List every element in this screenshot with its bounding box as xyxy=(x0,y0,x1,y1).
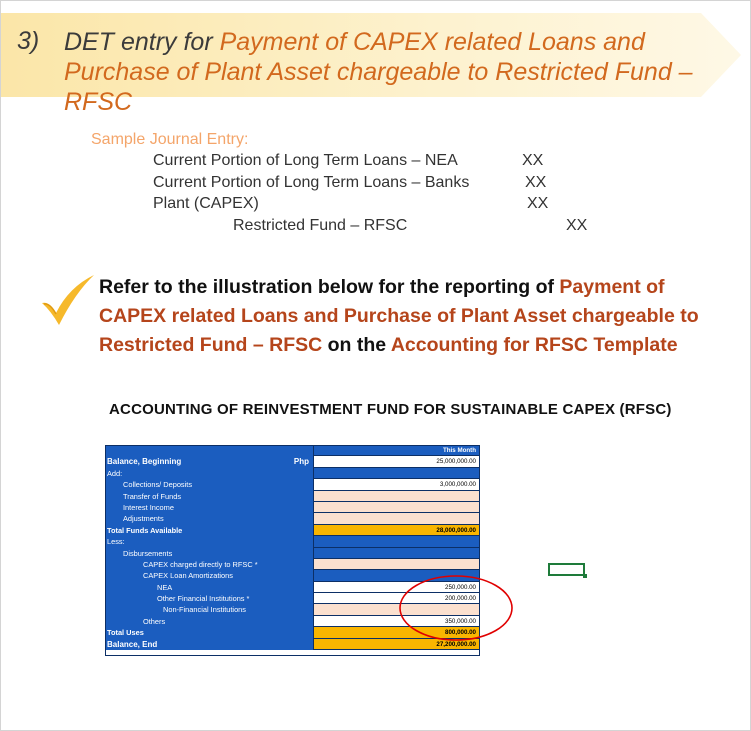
journal-amount: XX xyxy=(522,152,544,169)
note-text: on the xyxy=(322,334,391,356)
row-label: Total Uses xyxy=(105,627,314,638)
note-text: Refer to the illustration below for the reporting of xyxy=(99,276,560,298)
row-value: 250,000.00 xyxy=(314,582,480,593)
row-value: 3,000,000.00 xyxy=(314,479,480,490)
row-value: 350,000.00 xyxy=(314,616,480,627)
row-label: CAPEX Loan Amortizations xyxy=(105,570,314,581)
title-banner xyxy=(1,13,751,116)
row-value xyxy=(314,513,480,524)
row-label: NEA xyxy=(105,582,314,593)
column-header: This Month xyxy=(314,445,480,456)
journal-account: Plant (CAPEX) xyxy=(153,195,259,212)
table-row xyxy=(105,513,480,524)
journal-account: Restricted Fund – RFSC xyxy=(233,217,408,234)
table-row xyxy=(105,456,480,467)
row-value: 200,000.00 xyxy=(314,593,480,604)
journal-account: Current Portion of Long Term Loans – NEA xyxy=(153,152,458,169)
section-number: 3) xyxy=(17,27,40,55)
row-value xyxy=(314,468,480,479)
table-row xyxy=(105,479,480,490)
row-label: Total Funds Available xyxy=(105,525,314,536)
journal-account: Current Portion of Long Term Loans – Banks xyxy=(153,174,470,191)
table-title: ACCOUNTING OF REINVESTMENT FUND FOR SUSTAINABLE CAPEX (RFSC) xyxy=(109,401,672,418)
table-row xyxy=(105,502,480,513)
row-label: Transfer of Funds xyxy=(105,491,314,502)
banner-title-prefix: DET entry for xyxy=(64,28,220,56)
row-value: 800,000.00 xyxy=(314,627,480,638)
row-label: Disbursements xyxy=(105,548,314,559)
row-label: Others xyxy=(105,616,314,627)
table-header-row xyxy=(105,445,480,456)
table-row xyxy=(105,468,480,479)
table-row xyxy=(105,525,480,536)
journal-amount: XX xyxy=(527,195,549,212)
row-value: 28,000,000.00 xyxy=(314,525,480,536)
row-label: CAPEX charged directly to RFSC * xyxy=(105,559,314,570)
journal-heading: Sample Journal Entry: xyxy=(91,131,249,148)
journal-amount: XX xyxy=(525,174,547,191)
table-row xyxy=(105,536,480,547)
table-row xyxy=(105,548,480,559)
row-label-text: Balance, Beginning xyxy=(107,457,182,467)
row-label: Add: xyxy=(105,468,314,479)
row-label: Non-Financial Institutions xyxy=(105,604,314,615)
row-value xyxy=(314,502,480,513)
row-label: Interest Income xyxy=(105,502,314,513)
table-header-blank xyxy=(105,445,314,456)
row-label: Adjustments xyxy=(105,513,314,524)
row-value xyxy=(314,491,480,502)
row-label xyxy=(105,456,314,467)
row-value xyxy=(314,559,480,570)
row-label: Less: xyxy=(105,536,314,547)
reporting-note xyxy=(99,273,719,360)
note-highlight: Accounting for RFSC Template xyxy=(390,334,678,356)
row-value: 27,200,000.00 xyxy=(314,639,480,650)
note-highlight: Payment of CAPEX related Loans and Purchase of Plant Asset chargeable to Restricted Fund – RFSC xyxy=(99,276,699,356)
journal-amount: XX xyxy=(566,217,588,234)
row-label: Collections/ Deposits xyxy=(105,479,314,490)
selected-cell-marker xyxy=(548,563,585,576)
currency-label: Php xyxy=(293,457,309,467)
banner-title xyxy=(64,27,714,117)
banner-title-highlight: Payment of CAPEX related Loans and Purchase of Plant Asset chargeable to Restricted Fund – RFSC xyxy=(64,28,693,116)
table-row xyxy=(105,559,480,570)
highlight-ellipse xyxy=(397,573,515,643)
checkmark-icon xyxy=(39,273,97,327)
row-label: Other Financial Institutions * xyxy=(105,593,314,604)
row-value xyxy=(314,548,480,559)
row-value xyxy=(314,536,480,547)
row-label: Balance, End xyxy=(105,639,314,650)
table-row xyxy=(105,491,480,502)
row-value: 25,000,000.00 xyxy=(314,456,480,467)
